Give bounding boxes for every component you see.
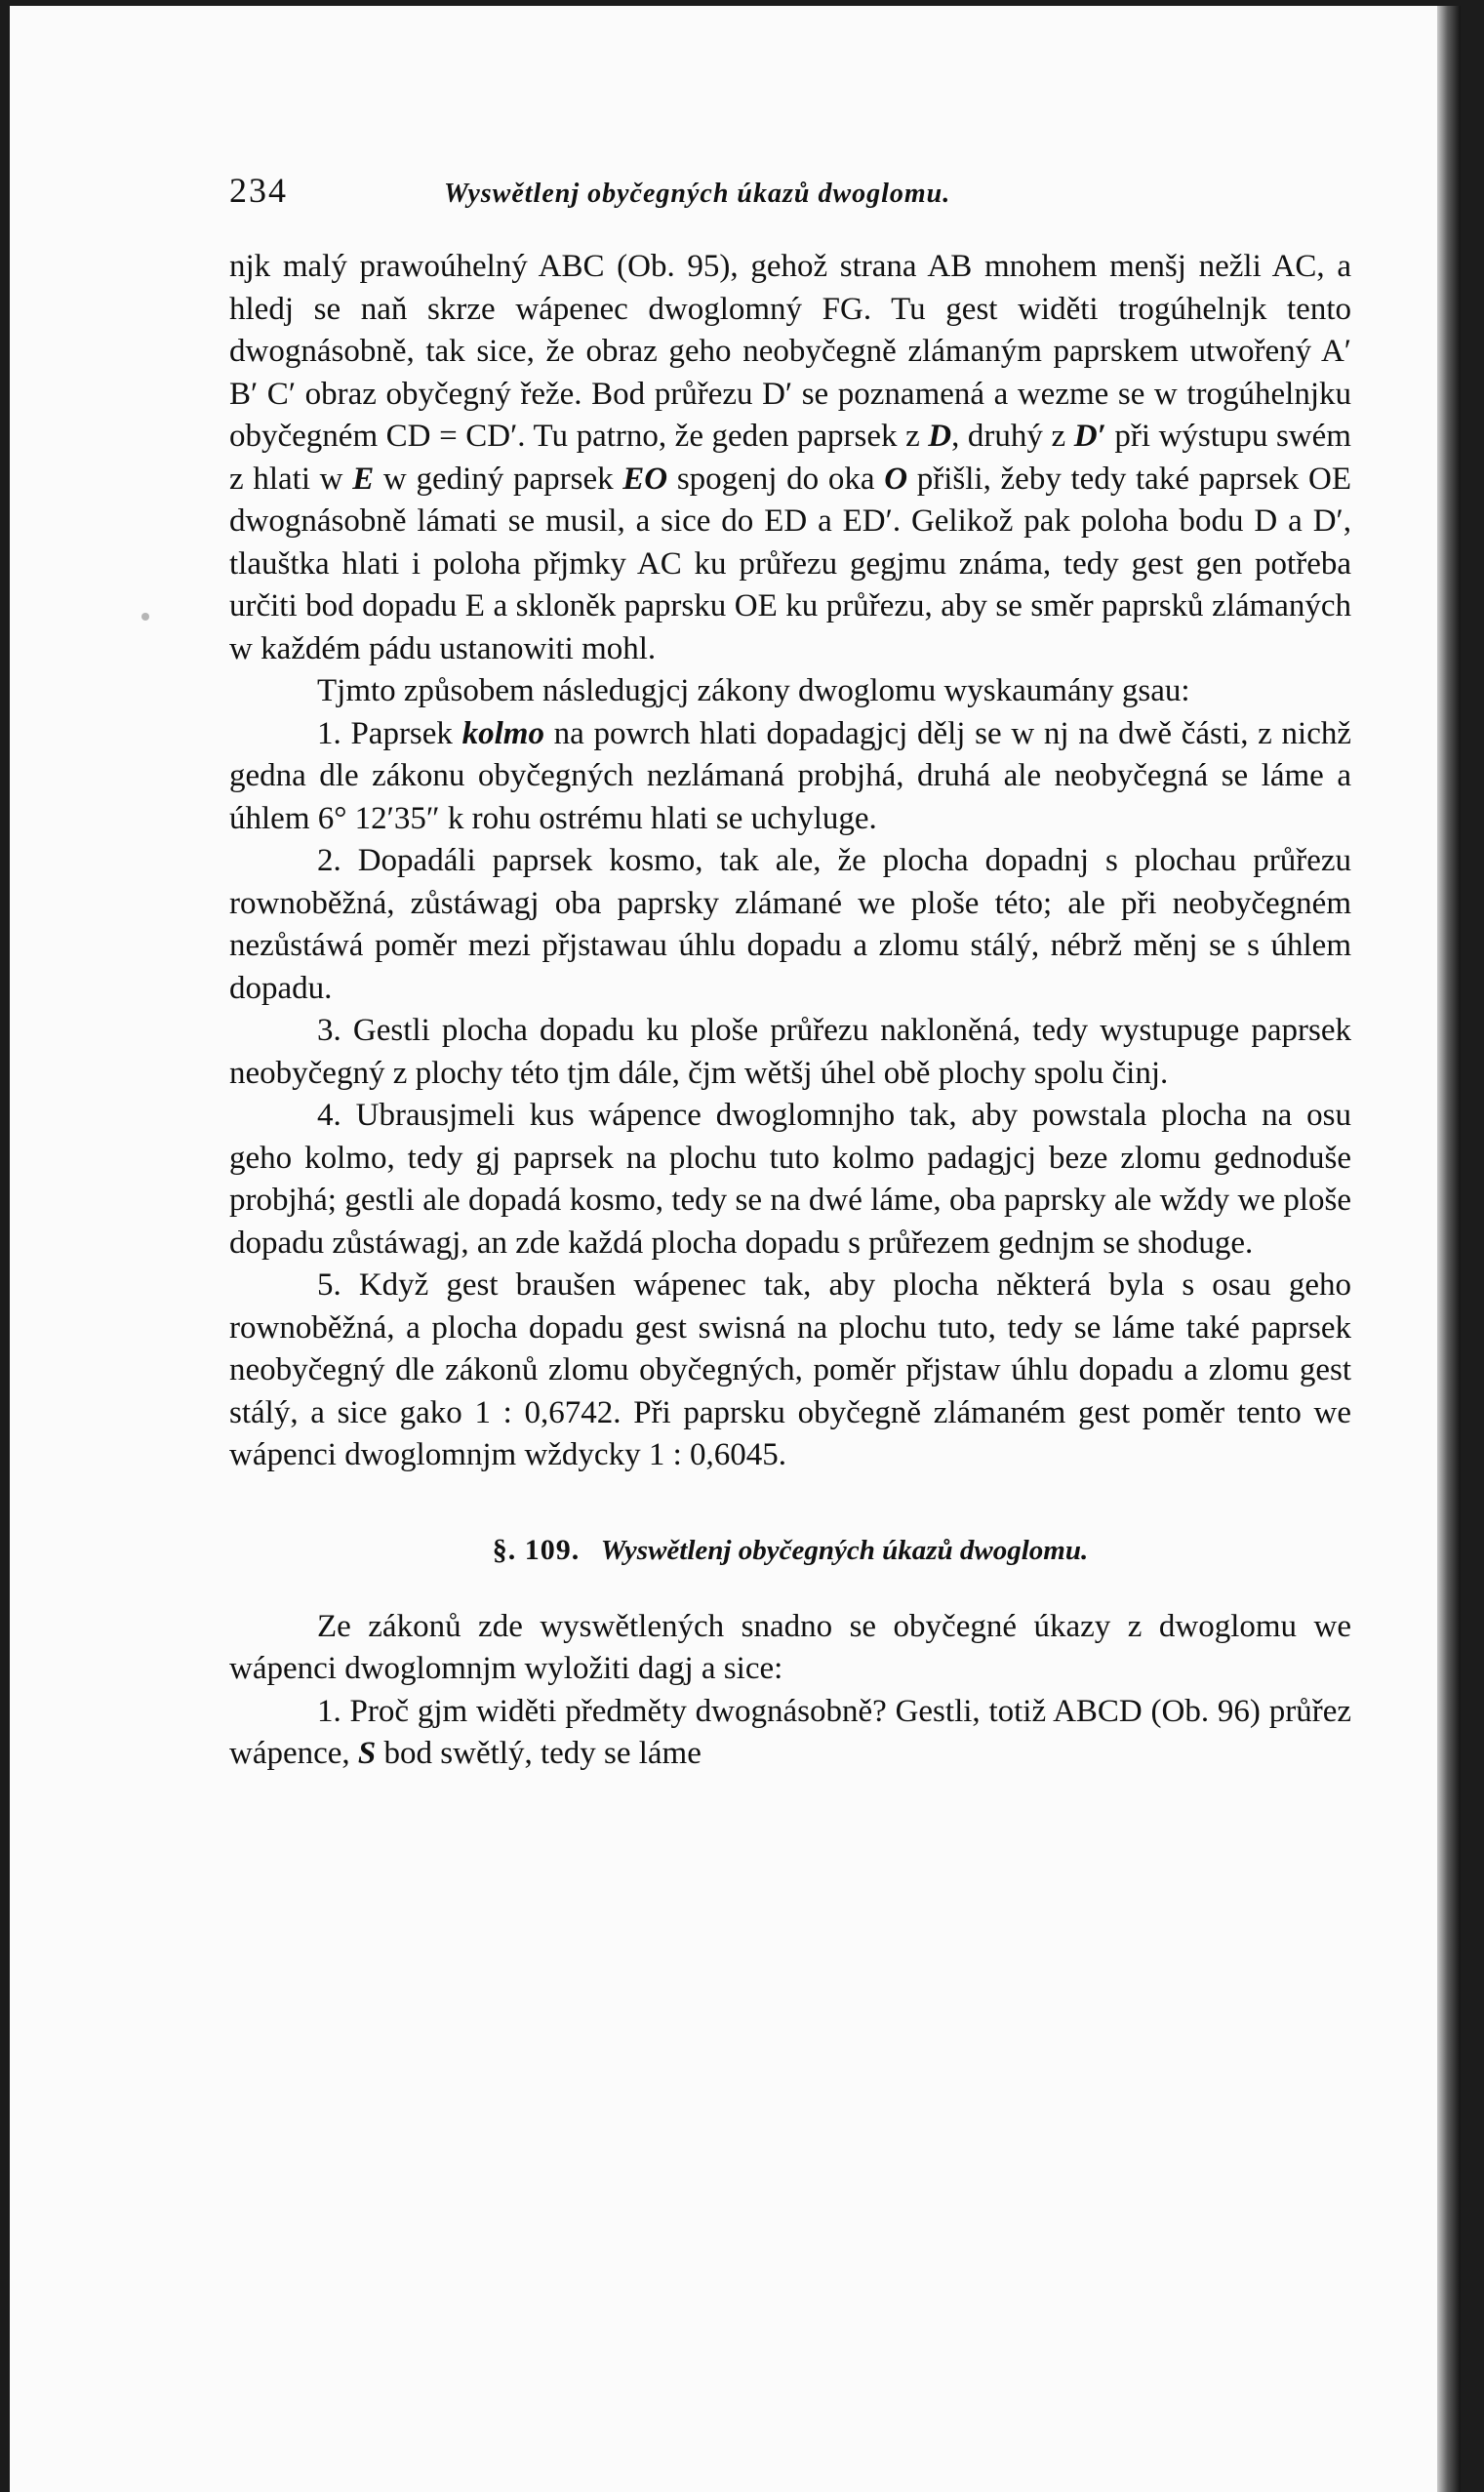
law-5-paragraph: 5. Když gest braušen wápenec tak, aby plocha některá byla s osau geho rownoběžná, a plocha dopadu gest swisná na plochu tuto, tedy se láme také paprsek neobyčegný dle zákonů zlomu obyčegných, poměr přjstaw úhlu dopadu a zlomu gest stálý, a sice gako 1 : 0,6742. Při paprsku obyčegně zlámaném gest poměr tento we wápenci dwoglomnjm wždycky 1 : 0,6045. — [229, 1267, 1351, 1472]
section-number: §. 109. — [492, 1533, 581, 1566]
text-block — [229, 170, 1351, 1776]
section-heading — [229, 1534, 1351, 1567]
section-paragraph-2: 1. Proč gjm widěti předměty dwognásobně? Gestli, totiž ABCD (Ob. 96) průřez wápence, S bod swětlý, tedy se láme — [229, 1693, 1351, 1771]
scan-speck — [141, 613, 149, 621]
law-2-paragraph: 2. Dopadáli paprsek kosmo, tak ale, že plocha dopadnj s plochau průřezu rownoběžná, zůstáwagj oba paprsky zlámané we ploše této; ale při neobyčegném nezůstáwá poměr mezi přjstawau úhlu dopadu a zlomu stálý, nébrž měnj se s úhlem dopadu. — [229, 843, 1351, 1006]
law-1-paragraph: 1. Paprsek kolmo na powrch hlati dopadagjcj dělj se w nj na dwě části, z nichž gedna dle zákonu obyčegných nezlámaná probjhá, druhá ale neobyčegná se láme a úhlem 6° 12′35″ k rohu ostrému hlati se uchyluge. — [229, 715, 1351, 836]
page-number: 234 — [229, 171, 288, 210]
running-head — [229, 170, 1351, 211]
book-page — [10, 6, 1461, 2492]
section-title: Wyswětlenj obyčegných úkazů dwoglomu. — [600, 1534, 1089, 1566]
page-edge-shadow — [1437, 6, 1461, 2492]
laws-intro-paragraph: Tjmto způsobem následugjcj zákony dwoglomu wyskaumány gsau: — [317, 673, 1190, 708]
intro-paragraph: njk malý prawoúhelný ABC (Ob. 95), gehož strana AB mnohem menšj nežli AC, a hledj se naň skrze wápenec dwoglomný FG. Tu gest widěti trogúhelnjk tento dwognásobně, tak sice, že obraz geho neobyčegně zlámaným paprskem utwořený A′ B′ C′ obraz obyčegný řeže. Bod průřezu D′ se poznamená a wezme se w trogúhelnjku obyčegném CD = CD′. Tu patrno, že geden paprsek z D, druhý z D′ při wýstupu swém z hlati w E w gediný paprsek EO spogenj do oka O přišli, žeby tedy také paprsek OE dwognásobně lámati se musil, a sice do ED a ED′. Gelikož pak poloha bodu D a D′, tlauštka hlati i poloha přjmky AC ku průřezu gegjmu známa, tedy gest gen potřeba určiti bod dopadu E a skloněk paprsku OE ku průřezu, aby se směr paprsků zlámaných w každém pádu ustanowiti mohl. — [229, 249, 1351, 666]
running-title: Wyswětlenj obyčegných úkazů dwoglomu. — [444, 179, 951, 209]
section-paragraph-1: Ze zákonů zde wyswětlených snadno se obyčegné úkazy z dwoglomu we wápenci dwoglomnjm wyložiti dagj a sice: — [229, 1608, 1351, 1686]
law-3-paragraph: 3. Gestli plocha dopadu ku ploše průřezu nakloněná, tedy wystupuge paprsek neobyčegný z plochy této tjm dále, čjm wětšj úhel obě plochy spolu činj. — [229, 1013, 1351, 1091]
law-4-paragraph: 4. Ubrausjmeli kus wápence dwoglomnjho tak, aby powstala plocha na osu geho kolmo, tedy gj paprsek na plochu tuto kolmo padagjcj beze zlomu gednoduše probjhá; gestli ale dopadá kosmo, tedy se na dwé láme, oba paprsky ale wždy we ploše dopadu zůstáwagj, an zde každá plocha dopadu s průřezem gednjm se shoduge. — [229, 1098, 1351, 1261]
